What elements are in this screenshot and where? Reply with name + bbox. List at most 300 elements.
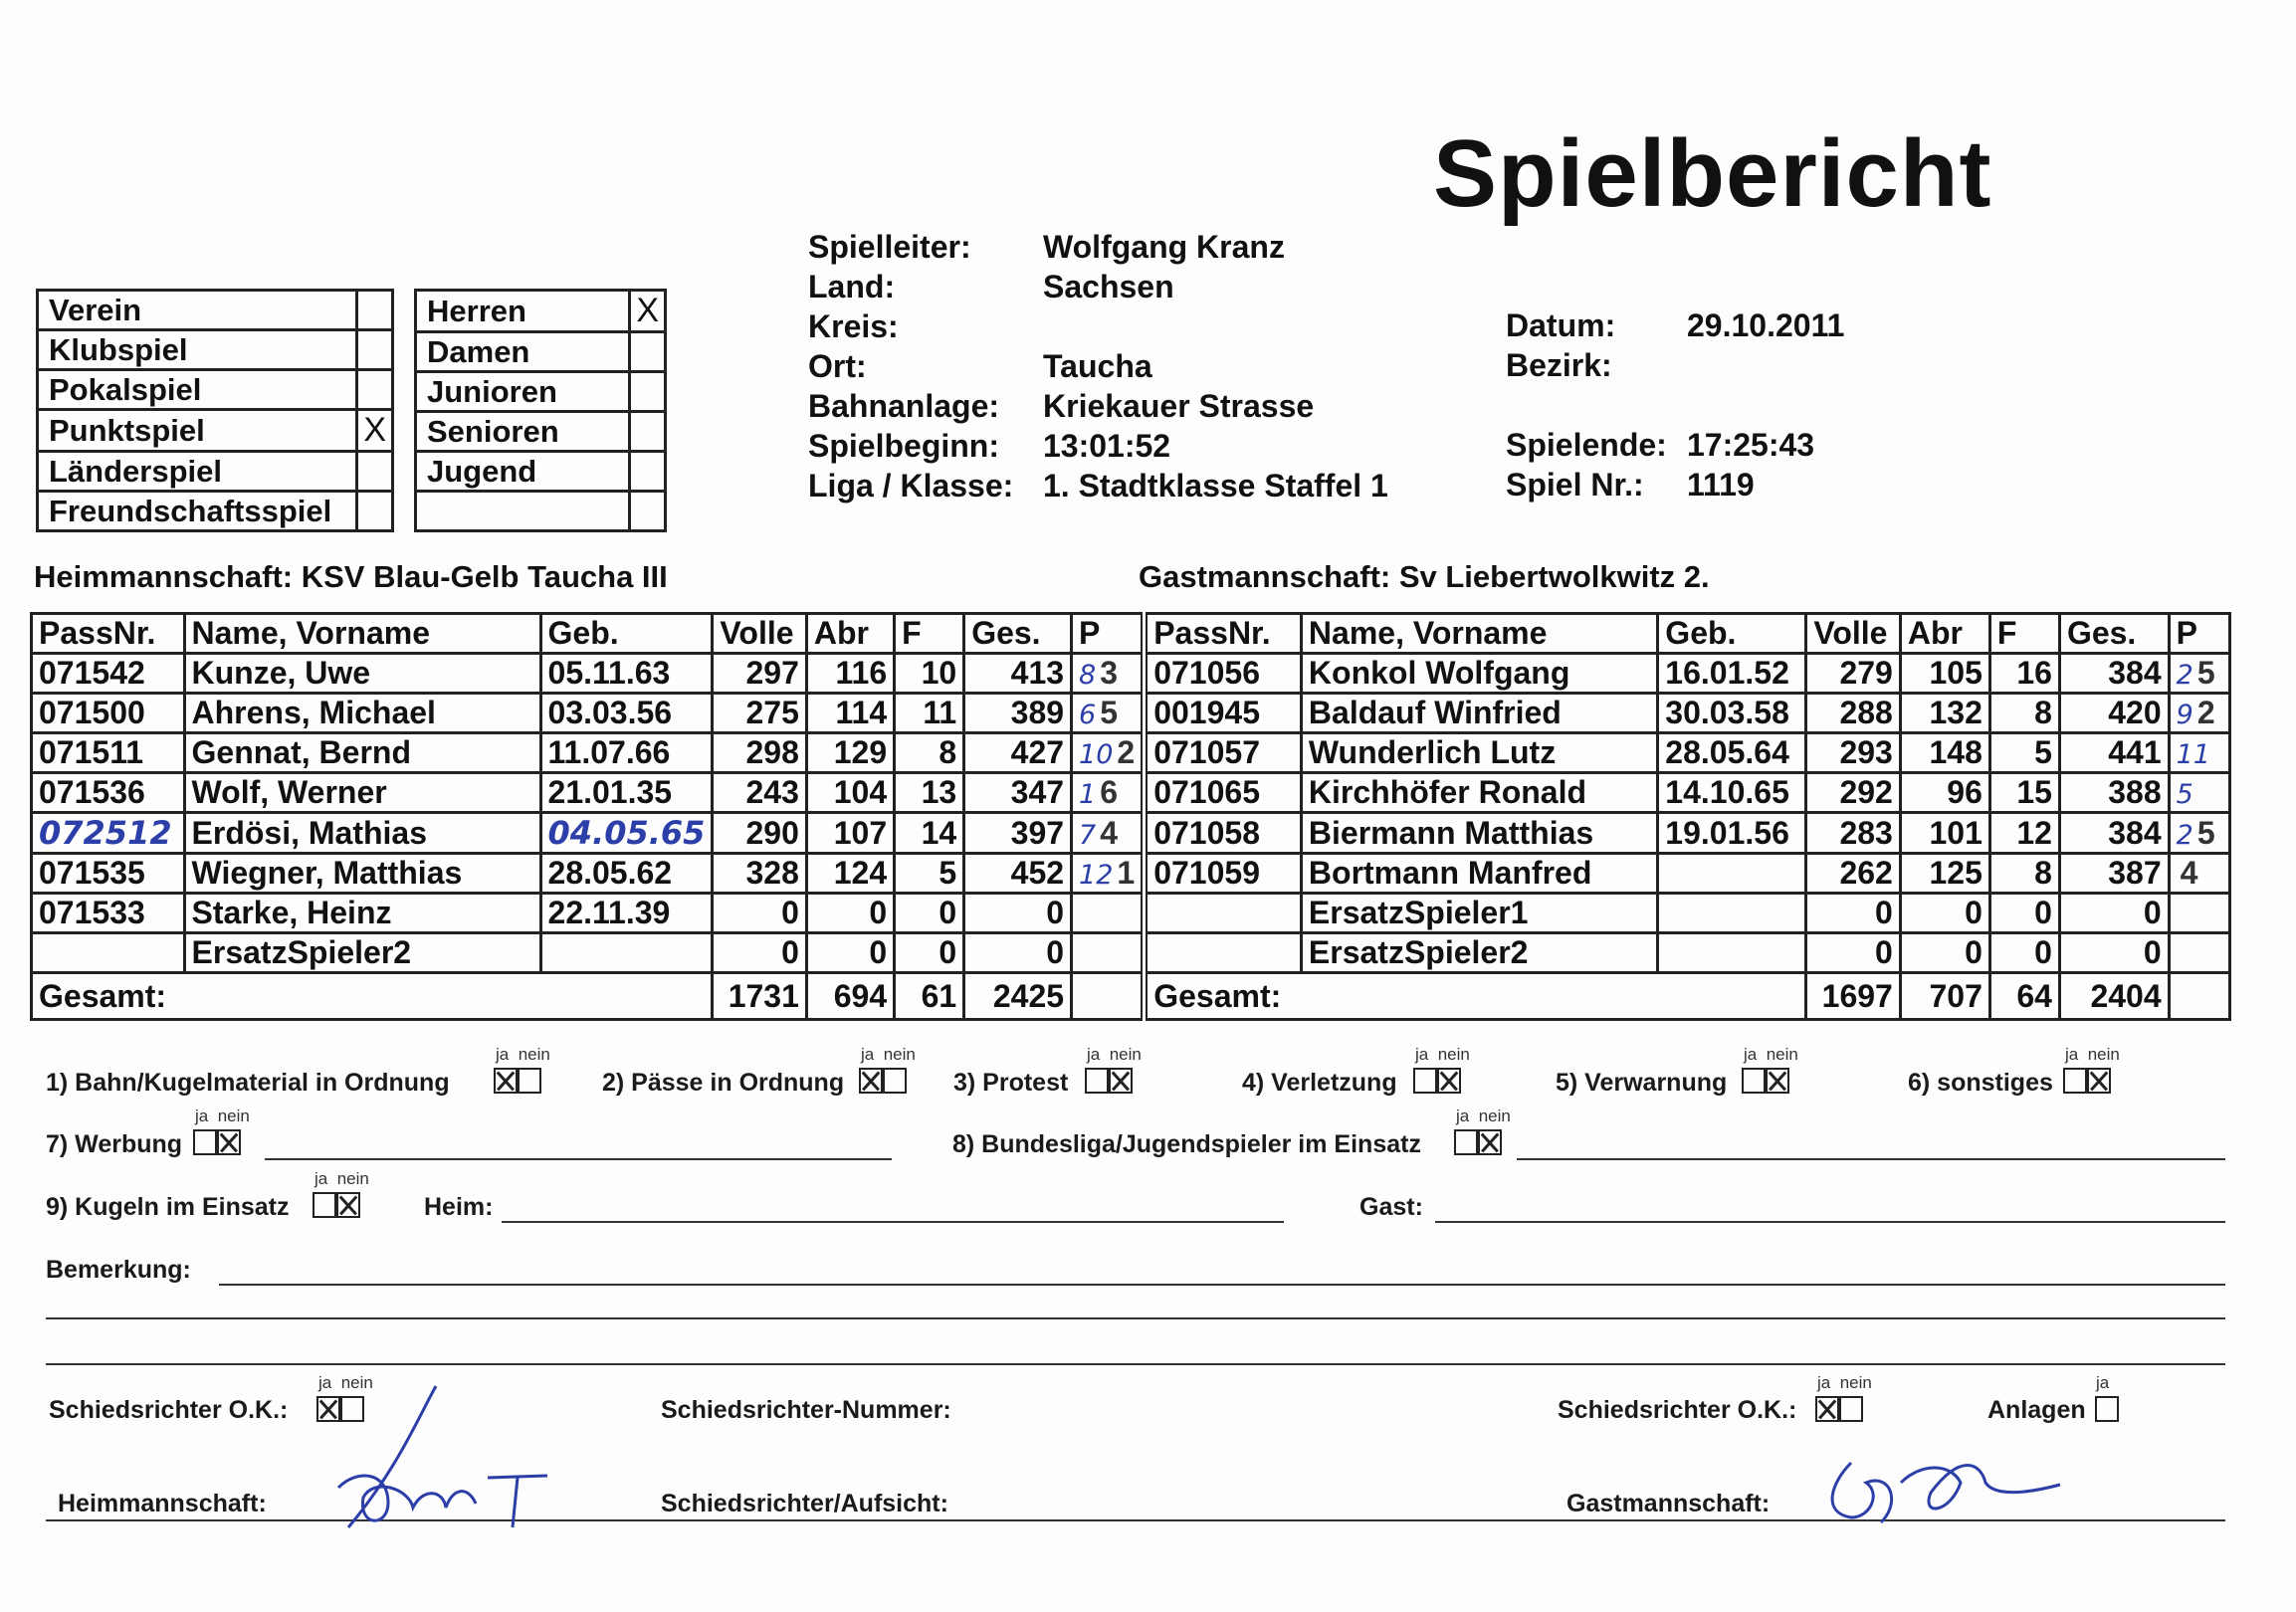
- game_type-row: [38, 492, 393, 531]
- volle-cell: 0: [713, 894, 806, 933]
- f-cell: 0: [895, 933, 964, 973]
- abr-cell: 107: [806, 813, 894, 854]
- check-q1-ja-nein: ja nein: [496, 1045, 550, 1064]
- home-team-label: Heimmannschaft: KSV Blau-Gelb Taucha III: [34, 559, 668, 594]
- handwritten-rank: 5: [2176, 779, 2193, 810]
- player-name-cell: Wiegner, Matthias: [184, 854, 540, 894]
- pass-nr-cell: 071535: [32, 854, 185, 894]
- volle-cell: 262: [1806, 854, 1900, 894]
- check-q3-label: 3) Protest: [953, 1069, 1069, 1097]
- pass-nr-cell: 071056: [1145, 654, 1302, 694]
- abr-cell: 116: [806, 654, 894, 694]
- check-q6-label: 6) sonstiges: [1908, 1069, 2053, 1097]
- birthdate-cell: 14.10.65: [1658, 773, 1806, 813]
- abr-cell: 96: [1900, 773, 1989, 813]
- check-q5-ja-nein: ja nein: [1744, 1045, 1798, 1064]
- volle-cell: 290: [713, 813, 806, 854]
- ges-cell: 427: [964, 733, 1072, 773]
- abr-cell: 101: [1900, 813, 1989, 854]
- points-value: 2: [2196, 695, 2215, 730]
- game_type-label: Freundschaftsspiel: [38, 492, 357, 531]
- points-value: 4: [1100, 814, 1119, 851]
- table-header: [32, 614, 2230, 654]
- bundesliga-line: [1517, 1158, 2225, 1160]
- table-row: [32, 733, 2230, 773]
- total-ges: 2425: [964, 973, 1072, 1020]
- column-header: PassNr.: [1145, 614, 1302, 654]
- f-cell: 11: [895, 694, 964, 733]
- category-row: [416, 332, 666, 372]
- ges-cell: 397: [964, 813, 1072, 854]
- bemerkung-label: Bemerkung:: [46, 1256, 191, 1284]
- column-header: Geb.: [1658, 614, 1806, 654]
- points-value: 6: [1100, 774, 1119, 810]
- birthdate-cell: 19.01.56: [1658, 813, 1806, 854]
- check-q7-label: 7) Werbung: [46, 1130, 183, 1158]
- volle-cell: 243: [713, 773, 806, 813]
- sr-aufsicht-label: Schiedsrichter/Aufsicht:: [661, 1490, 948, 1517]
- game_type-mark[interactable]: [357, 452, 393, 492]
- nein-checkbox[interactable]: [1839, 1396, 1863, 1422]
- nein-checkbox[interactable]: [518, 1068, 541, 1094]
- player-name-cell: Biermann Matthias: [1301, 813, 1657, 854]
- abr-cell: 114: [806, 694, 894, 733]
- player-name-cell: Erdösi, Mathias: [184, 813, 540, 854]
- check-q2-ja-nein: ja nein: [861, 1045, 916, 1064]
- points-cell: [2169, 654, 2229, 694]
- game_type-label: Länderspiel: [38, 452, 357, 492]
- points-value: 3: [1100, 655, 1119, 691]
- sr-nummer-label: Schiedsrichter-Nummer:: [661, 1396, 951, 1424]
- info-label: Spielleiter:: [808, 229, 971, 265]
- pass-nr-cell: 071059: [1145, 854, 1302, 894]
- points-value: 5: [2196, 814, 2215, 851]
- total-abr: 707: [1900, 973, 1989, 1020]
- category-mark[interactable]: [630, 412, 666, 452]
- check-q3-boxes: [1085, 1068, 1133, 1094]
- bemerkung-line-2: [46, 1317, 2225, 1319]
- player-name-cell: Baldauf Winfried: [1301, 694, 1657, 733]
- check-q6-boxes: [2063, 1068, 2111, 1094]
- points-value: 4: [2180, 855, 2198, 891]
- check-q4-boxes: [1413, 1068, 1461, 1094]
- birthdate-cell: [1658, 854, 1806, 894]
- column-header: F: [1989, 614, 2059, 654]
- check-q9-ja-nein: ja nein: [314, 1169, 369, 1188]
- ja-checkbox[interactable]: [859, 1068, 883, 1094]
- game_type-row: [38, 291, 393, 330]
- ges-cell: 389: [964, 694, 1072, 733]
- total-ges: 2404: [2059, 973, 2169, 1020]
- ja-checkbox[interactable]: [313, 1192, 336, 1218]
- category-row: [416, 291, 666, 332]
- spielende-label: Spielende:: [1506, 427, 1667, 463]
- points-cell: [1072, 813, 1145, 854]
- abr-cell: 0: [1900, 933, 1989, 973]
- info-label: Kreis:: [808, 308, 899, 344]
- check-q2-label: 2) Pässe in Ordnung: [602, 1069, 845, 1097]
- nein-checkbox[interactable]: [1478, 1129, 1502, 1155]
- nein-checkbox[interactable]: [1766, 1068, 1789, 1094]
- birthdate-cell: [1658, 894, 1806, 933]
- f-cell: 14: [895, 813, 964, 854]
- check-q4-ja-nein: ja nein: [1415, 1045, 1470, 1064]
- points-cell: [2169, 854, 2229, 894]
- bezirk-label: Bezirk:: [1506, 347, 1612, 383]
- ja-checkbox[interactable]: [1742, 1068, 1766, 1094]
- total-volle: 1731: [713, 973, 806, 1020]
- player-name-cell: ErsatzSpieler2: [1301, 933, 1657, 973]
- game_type-label: Pokalspiel: [38, 370, 357, 410]
- bemerkung-line-3: [46, 1363, 2225, 1365]
- bemerkung-line-1: [219, 1284, 2225, 1286]
- info-value: Wolfgang Kranz: [1043, 229, 1285, 265]
- table-row: [32, 894, 2230, 933]
- ges-cell: 420: [2059, 694, 2169, 733]
- category-label: Herren: [416, 291, 630, 332]
- volle-cell: 0: [1806, 894, 1900, 933]
- handwritten-rank: 2: [2176, 660, 2193, 691]
- gast-label: Gast:: [1359, 1193, 1423, 1221]
- player-name-cell: Gennat, Bernd: [184, 733, 540, 773]
- column-header: Volle: [1806, 614, 1900, 654]
- player-name-cell: Konkol Wolfgang: [1301, 654, 1657, 694]
- match-info-left: [808, 227, 1388, 505]
- pass-nr-cell: 071542: [32, 654, 185, 694]
- info-value: [1043, 306, 1388, 346]
- nein-checkbox[interactable]: [1109, 1068, 1133, 1094]
- check-q5-boxes: [1742, 1068, 1789, 1094]
- pass-nr-cell: 001945: [1145, 694, 1302, 733]
- column-header: Volle: [713, 614, 806, 654]
- guest-team-label: Gastmannschaft: Sv Liebertwolkwitz 2.: [1139, 559, 1710, 594]
- game_type-label: Punktspiel: [38, 410, 357, 452]
- abr-cell: 0: [806, 933, 894, 973]
- points-value: 1: [1117, 855, 1136, 891]
- points-cell: [1072, 654, 1145, 694]
- abr-cell: 104: [806, 773, 894, 813]
- category-label: Damen: [416, 332, 630, 372]
- volle-cell: 298: [713, 733, 806, 773]
- check-q1-boxes: [494, 1068, 541, 1094]
- volle-cell: 297: [713, 654, 806, 694]
- pass-nr-cell: [1145, 894, 1302, 933]
- ges-cell: 452: [964, 854, 1072, 894]
- info-value: Sachsen: [1043, 269, 1174, 304]
- column-header: Geb.: [540, 614, 713, 654]
- game_type-mark[interactable]: [357, 370, 393, 410]
- sr-ok-guest-ja-nein: ja nein: [1817, 1373, 1872, 1392]
- points-cell: [1072, 854, 1145, 894]
- birthdate-cell: 30.03.58: [1658, 694, 1806, 733]
- game_type-row: [38, 452, 393, 492]
- abr-cell: 129: [806, 733, 894, 773]
- f-cell: 5: [895, 854, 964, 894]
- check-q6-ja-nein: ja nein: [2065, 1045, 2120, 1064]
- player-name-cell: Starke, Heinz: [184, 894, 540, 933]
- category-row: [416, 492, 666, 531]
- category-row: [416, 452, 666, 492]
- ja-checkbox[interactable]: [1085, 1068, 1109, 1094]
- f-cell: 12: [1989, 813, 2059, 854]
- total-volle: 1697: [1806, 973, 1900, 1020]
- abr-cell: 105: [1900, 654, 1989, 694]
- volle-cell: 0: [713, 933, 806, 973]
- f-cell: 0: [1989, 933, 2059, 973]
- volle-cell: 288: [1806, 694, 1900, 733]
- birthdate-cell: [1658, 933, 1806, 973]
- info-label: Ort:: [808, 348, 867, 384]
- ja-checkbox[interactable]: [494, 1068, 518, 1094]
- info-label: Bahnanlage:: [808, 388, 1000, 424]
- category-label: [416, 492, 630, 531]
- abr-cell: 124: [806, 854, 894, 894]
- pass-nr-cell: 071057: [1145, 733, 1302, 773]
- f-cell: 8: [895, 733, 964, 773]
- category-row: [416, 372, 666, 412]
- column-header: P: [2169, 614, 2229, 654]
- f-cell: 16: [1989, 654, 2059, 694]
- ges-cell: 388: [2059, 773, 2169, 813]
- column-header: Ges.: [2059, 614, 2169, 654]
- check-q1-label: 1) Bahn/Kugelmaterial in Ordnung: [46, 1069, 450, 1097]
- ja-checkbox[interactable]: [1413, 1068, 1437, 1094]
- volle-cell: 328: [713, 854, 806, 894]
- f-cell: 5: [1989, 733, 2059, 773]
- anlagen-label: Anlagen: [1987, 1396, 2086, 1424]
- abr-cell: 132: [1900, 694, 1989, 733]
- volle-cell: 293: [1806, 733, 1900, 773]
- game-type-table: [36, 289, 394, 532]
- gast-line: [1435, 1221, 2225, 1223]
- pass-nr-cell: 071536: [32, 773, 185, 813]
- pass-nr-cell: 071533: [32, 894, 185, 933]
- f-cell: 8: [1989, 854, 2059, 894]
- nein-checkbox[interactable]: [883, 1068, 907, 1094]
- points-value: 5: [1100, 695, 1119, 730]
- ges-cell: 384: [2059, 813, 2169, 854]
- info-value: 1. Stadtklasse Staffel 1: [1043, 468, 1388, 504]
- guest-signature: [1811, 1423, 2070, 1532]
- points-cell: [2169, 894, 2229, 933]
- game_type-row: [38, 330, 393, 370]
- f-cell: 0: [1989, 894, 2059, 933]
- game_type-row: [38, 410, 393, 452]
- nein-checkbox[interactable]: [336, 1192, 360, 1218]
- ges-cell: 384: [2059, 654, 2169, 694]
- check-q9-boxes: [313, 1192, 360, 1218]
- category-row: [416, 412, 666, 452]
- info-value: Taucha: [1043, 348, 1152, 384]
- abr-cell: 0: [1900, 894, 1989, 933]
- points-cell: [2169, 694, 2229, 733]
- birthdate-cell: 05.11.63: [540, 654, 713, 694]
- points-cell: [1072, 773, 1145, 813]
- handwritten-rank: 6: [1079, 700, 1097, 730]
- category-mark[interactable]: [630, 372, 666, 412]
- nein-checkbox[interactable]: [1437, 1068, 1461, 1094]
- heimmannschaft-sign-label: Heimmannschaft:: [58, 1490, 267, 1517]
- volle-cell: 275: [713, 694, 806, 733]
- abr-cell: 148: [1900, 733, 1989, 773]
- category-mark[interactable]: [630, 452, 666, 492]
- points-cell: [2169, 733, 2229, 773]
- check-q8-ja-nein: ja nein: [1456, 1107, 1511, 1125]
- check-q9-label: 9) Kugeln im Einsatz: [46, 1193, 290, 1221]
- total-label: Gesamt:: [1145, 973, 1806, 1020]
- check-q7-boxes: [193, 1129, 241, 1155]
- ges-cell: 0: [2059, 933, 2169, 973]
- category-mark[interactable]: X: [630, 291, 666, 332]
- nein-checkbox[interactable]: [217, 1129, 241, 1155]
- handwritten-rank: 11: [2176, 739, 2210, 770]
- f-cell: 0: [895, 894, 964, 933]
- anlagen-checkbox[interactable]: [2095, 1396, 2119, 1422]
- birthdate-cell: 16.01.52: [1658, 654, 1806, 694]
- player-name-cell: Kirchhöfer Ronald: [1301, 773, 1657, 813]
- category-table: [414, 289, 667, 532]
- total-f: 61: [895, 973, 964, 1020]
- birthdate-cell: [540, 933, 713, 973]
- home-signature: [318, 1378, 557, 1537]
- table-row: [32, 854, 2230, 894]
- handwritten-rank: 10: [1079, 739, 1114, 770]
- sr-ok-guest-label: Schiedsrichter O.K.:: [1558, 1396, 1797, 1424]
- check-q2-boxes: [859, 1068, 907, 1094]
- totals-row: [32, 973, 2230, 1020]
- handwritten-rank: 7: [1079, 819, 1097, 851]
- birthdate-cell: 11.07.66: [540, 733, 713, 773]
- f-cell: 15: [1989, 773, 2059, 813]
- game_type-label: Verein: [38, 291, 357, 330]
- points-cell: [2169, 813, 2229, 854]
- anlagen-ja: ja: [2096, 1373, 2110, 1392]
- f-cell: 10: [895, 654, 964, 694]
- ges-cell: 0: [964, 933, 1072, 973]
- points-value: 2: [1117, 734, 1136, 770]
- game_type-mark[interactable]: [357, 330, 393, 370]
- table-row: [32, 813, 2230, 854]
- game_type-mark[interactable]: [357, 492, 393, 531]
- volle-cell: 292: [1806, 773, 1900, 813]
- ja-checkbox[interactable]: [1454, 1129, 1478, 1155]
- pass-nr-cell: 071500: [32, 694, 185, 733]
- column-header: Name, Vorname: [1301, 614, 1657, 654]
- werbung-line: [265, 1158, 892, 1160]
- volle-cell: 279: [1806, 654, 1900, 694]
- score-table: [30, 612, 2231, 1021]
- spielende-value: 17:25:43: [1687, 427, 1815, 463]
- pass-nr-cell: 072512: [32, 813, 185, 854]
- sr-ok-home-ja-nein: ja nein: [318, 1373, 373, 1392]
- pass-nr-cell: [32, 933, 185, 973]
- birthdate-cell: 28.05.62: [540, 854, 713, 894]
- column-header: Name, Vorname: [184, 614, 540, 654]
- player-name-cell: Wunderlich Lutz: [1301, 733, 1657, 773]
- ges-cell: 0: [2059, 894, 2169, 933]
- points-cell: [1072, 694, 1145, 733]
- nein-checkbox[interactable]: [2087, 1068, 2111, 1094]
- ja-checkbox[interactable]: [2063, 1068, 2087, 1094]
- handwritten-rank: 9: [2176, 700, 2193, 730]
- points-value: 5: [2196, 655, 2215, 691]
- check-q7-ja-nein: ja nein: [195, 1107, 250, 1125]
- ges-cell: 387: [2059, 854, 2169, 894]
- volle-cell: 0: [1806, 933, 1900, 973]
- check-q8-boxes: [1454, 1129, 1502, 1155]
- heim-label: Heim:: [424, 1193, 494, 1221]
- game_type-row: [38, 370, 393, 410]
- ges-cell: 413: [964, 654, 1072, 694]
- spielnr-value: 1119: [1687, 467, 1755, 503]
- points-cell: [1072, 894, 1145, 933]
- points-cell: [1072, 933, 1145, 973]
- check-q8-label: 8) Bundesliga/Jugendspieler im Einsatz: [952, 1130, 1421, 1158]
- info-label: Liga / Klasse:: [808, 468, 1014, 504]
- info-label: Land:: [808, 269, 896, 304]
- player-name-cell: Kunze, Uwe: [184, 654, 540, 694]
- total-f: 64: [1989, 973, 2059, 1020]
- total-label: Gesamt:: [32, 973, 713, 1020]
- ja-checkbox[interactable]: [1815, 1396, 1839, 1422]
- table-row: [32, 694, 2230, 733]
- total-points-empty: [1072, 973, 1145, 1020]
- game_type-mark[interactable]: [357, 291, 393, 330]
- abr-cell: 125: [1900, 854, 1989, 894]
- player-name-cell: ErsatzSpieler2: [184, 933, 540, 973]
- table-row: [32, 773, 2230, 813]
- abr-cell: 0: [806, 894, 894, 933]
- handwritten-rank: 2: [2176, 819, 2193, 851]
- handwritten-rank: 12: [1079, 860, 1114, 891]
- category-mark[interactable]: [630, 492, 666, 531]
- table-row: [32, 933, 2230, 973]
- gastmannschaft-sign-label: Gastmannschaft:: [1566, 1490, 1771, 1517]
- match-info-right: [1506, 305, 1844, 504]
- birthdate-cell: 28.05.64: [1658, 733, 1806, 773]
- check-q3-ja-nein: ja nein: [1087, 1045, 1142, 1064]
- birthdate-cell: 22.11.39: [540, 894, 713, 933]
- birthdate-cell: 03.03.56: [540, 694, 713, 733]
- check-q4-label: 4) Verletzung: [1242, 1069, 1397, 1097]
- heim-line: [502, 1221, 1284, 1223]
- pass-nr-cell: [1145, 933, 1302, 973]
- points-cell: [1072, 733, 1145, 773]
- ja-checkbox[interactable]: [193, 1129, 217, 1155]
- points-cell: [2169, 773, 2229, 813]
- sr-ok-guest-boxes: [1815, 1396, 1863, 1422]
- player-name-cell: ErsatzSpieler1: [1301, 894, 1657, 933]
- ges-cell: 347: [964, 773, 1072, 813]
- volle-cell: 283: [1806, 813, 1900, 854]
- table-row: [32, 654, 2230, 694]
- f-cell: 8: [1989, 694, 2059, 733]
- birthdate-cell: 04.05.65: [540, 813, 713, 854]
- column-header: F: [895, 614, 964, 654]
- pass-nr-cell: 071511: [32, 733, 185, 773]
- datum-label: Datum:: [1506, 307, 1616, 343]
- sr-ok-home-label: Schiedsrichter O.K.:: [49, 1396, 289, 1424]
- game_type-mark[interactable]: X: [357, 410, 393, 452]
- category-mark[interactable]: [630, 332, 666, 372]
- column-header: Ges.: [964, 614, 1072, 654]
- document-title: Spielbericht: [1433, 120, 1992, 227]
- datum-value: 29.10.2011: [1687, 307, 1845, 343]
- category-label: Senioren: [416, 412, 630, 452]
- handwritten-rank: 8: [1079, 660, 1097, 691]
- ges-cell: 441: [2059, 733, 2169, 773]
- game_type-label: Klubspiel: [38, 330, 357, 370]
